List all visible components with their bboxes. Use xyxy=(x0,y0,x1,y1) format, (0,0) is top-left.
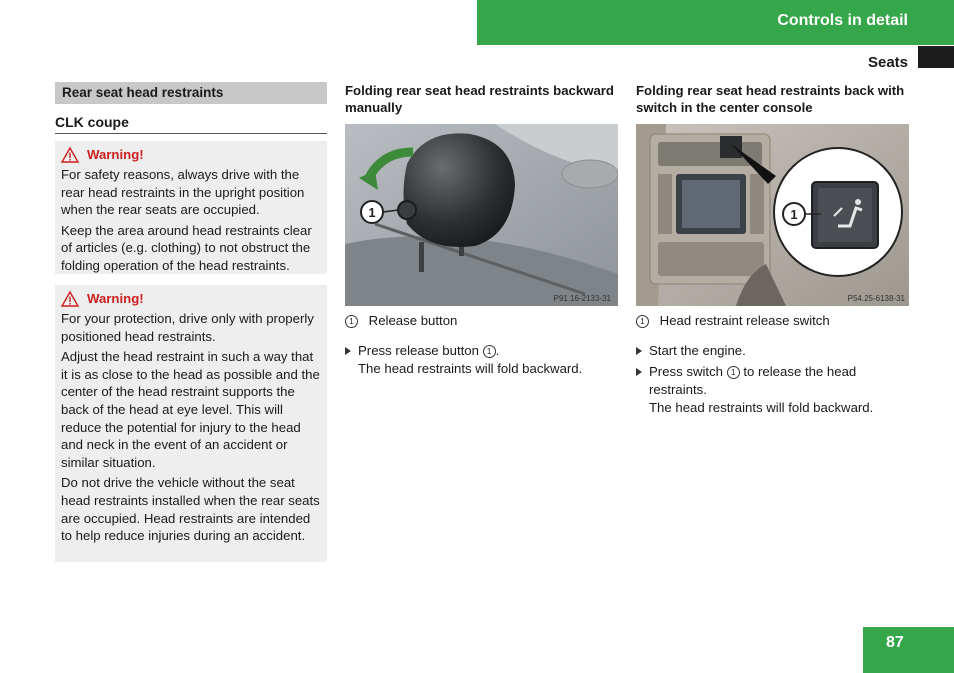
legend-text: Head restraint release switch xyxy=(659,313,830,328)
page-number-box xyxy=(863,627,954,673)
section-title: Seats xyxy=(867,54,908,71)
warning-triangle-icon xyxy=(61,147,79,163)
warning-text: For your protection, drive only with properly positioned head restraints. xyxy=(61,311,314,344)
step-result: The head restraints will fold backward. xyxy=(649,400,874,415)
instruction-step xyxy=(636,342,898,360)
instruction-step xyxy=(345,342,607,378)
warning-title: Warning! xyxy=(87,146,144,162)
chapter-header xyxy=(477,0,954,45)
legend-item xyxy=(345,312,457,330)
callout-1: 1 xyxy=(368,205,376,220)
step-text: . xyxy=(495,343,500,358)
page-number: 87 xyxy=(886,634,904,651)
head-restraint-photo xyxy=(345,124,618,306)
step-text: Press switch xyxy=(649,364,724,379)
warning-triangle-icon xyxy=(61,291,79,307)
section-tab-marker xyxy=(918,46,954,68)
clk-coupe-subheading: CLK coupe xyxy=(55,114,327,134)
step-result: The head restraints will fold backward. xyxy=(358,361,583,376)
image-code: P91.16-2133-31 xyxy=(553,294,611,303)
center-console-photo xyxy=(636,124,909,306)
chapter-title: Controls in detail xyxy=(777,12,908,29)
step-text: Start the engine. xyxy=(649,343,746,358)
warning-box-2 xyxy=(55,285,327,562)
step-text: Press release button xyxy=(358,343,479,358)
warning-text: Keep the area around head restraints clear of articles (e.g. clothing) to not obstruct the folding operation of the head restraints. xyxy=(61,222,312,273)
image-code: P54.25-6138-31 xyxy=(847,294,905,303)
instruction-step xyxy=(636,363,898,417)
warning-text: Adjust the head restraint in such a way that it is as close to the head as possible and the center of the head restraint supports the back of the head at eye level. This will reduce the potential for injury to the head and neck in the event of an accident or similar situation. xyxy=(61,349,320,470)
warning-text: For safety reasons, always drive with the rear head restraints in the upright position when the rear seats are occupied. xyxy=(61,167,305,218)
callout-number-icon: 1 xyxy=(636,315,649,328)
warning-text: Do not drive the vehicle without the seat head restraints installed when the rear seats are occupied. Head restraints are intended to help reduce injuries during an accident. xyxy=(61,475,320,544)
legend-text: Release button xyxy=(368,313,458,328)
legend-item xyxy=(636,312,830,330)
switch-fold-heading: Folding rear seat head restraints back with switch in the center console xyxy=(636,83,905,115)
rear-seat-head-restraints-heading: Rear seat head restraints xyxy=(55,82,327,104)
callout-number-icon: 1 xyxy=(483,345,496,358)
step-arrow-icon xyxy=(636,347,642,355)
manual-fold-heading: Folding rear seat head restraints backward manually xyxy=(345,83,614,115)
step-arrow-icon xyxy=(636,368,642,376)
warning-title: Warning! xyxy=(87,290,144,306)
callout-number-icon: 1 xyxy=(727,366,740,379)
callout-1: 1 xyxy=(790,207,798,222)
warning-box-1 xyxy=(55,141,327,274)
step-text: to release the head restraints. xyxy=(649,364,857,397)
callout-number-icon: 1 xyxy=(345,315,358,328)
step-arrow-icon xyxy=(345,347,351,355)
